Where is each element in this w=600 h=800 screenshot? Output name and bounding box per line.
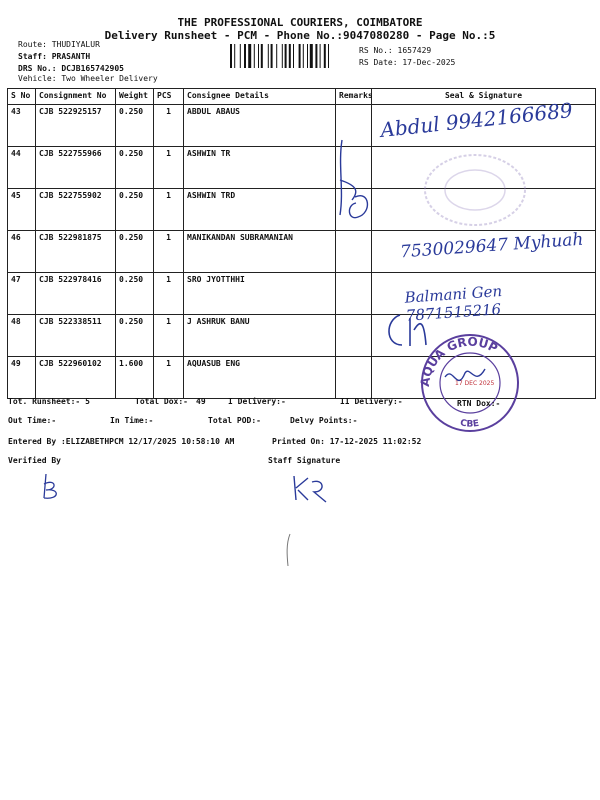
entered-by: Entered By :ELIZABETHPCM 12/17/2025 10:58:10 AM bbox=[8, 437, 235, 446]
cell-remarks bbox=[336, 357, 372, 399]
cell-sno: 48 bbox=[8, 315, 36, 357]
cell-consignment-no: CJB 522981875 bbox=[36, 231, 116, 273]
barcode-bar bbox=[240, 44, 241, 68]
cell-consignment-no: CJB 522755966 bbox=[36, 147, 116, 189]
svg-text:CBE bbox=[459, 418, 480, 429]
table-row bbox=[8, 147, 596, 189]
handwritten-signature-46: 7530029647 Myhuah bbox=[399, 229, 585, 263]
staff-signature-label: Staff Signature bbox=[268, 456, 341, 465]
col-header-signature: Seal & Signature bbox=[372, 89, 596, 105]
table-row bbox=[8, 273, 596, 315]
barcode-bar bbox=[261, 44, 263, 68]
cell-consignee: MANIKANDAN SUBRAMANIAN bbox=[184, 231, 336, 273]
cell-sno: 49 bbox=[8, 357, 36, 399]
cell-signature bbox=[372, 189, 596, 231]
rtn-dox-label: RTN Dox:- bbox=[457, 399, 501, 408]
cell-sno: 45 bbox=[8, 189, 36, 231]
route-label: Route: THUDIYALUR bbox=[18, 40, 100, 49]
total-runsheet: Tot. Runsheet:- 5 bbox=[8, 397, 90, 406]
barcode-bar bbox=[248, 44, 251, 68]
cell-consignee: AQUASUB ENG bbox=[184, 357, 336, 399]
cell-remarks bbox=[336, 147, 372, 189]
table-row bbox=[8, 357, 596, 399]
cell-weight: 0.250 bbox=[116, 147, 154, 189]
rs-date: RS Date: 17-Dec-2025 bbox=[359, 58, 456, 67]
cell-signature bbox=[372, 231, 596, 273]
barcode-bar bbox=[320, 44, 321, 68]
barcode-bar bbox=[254, 44, 255, 68]
barcode-bar bbox=[310, 44, 313, 68]
barcode-bar bbox=[324, 44, 326, 68]
col-header-consignment: Consignment No bbox=[36, 89, 116, 105]
cell-sno: 46 bbox=[8, 231, 36, 273]
col-header-remarks: Remarks bbox=[336, 89, 372, 105]
cell-consignment-no: CJB 522978416 bbox=[36, 273, 116, 315]
staff-label: Staff: PRASANTH bbox=[18, 52, 91, 61]
cell-weight: 1.600 bbox=[116, 357, 154, 399]
cell-remarks bbox=[336, 105, 372, 147]
out-time-label: Out Time:- bbox=[8, 416, 57, 425]
handwritten-signature-43: Abdul 9942166689 bbox=[379, 97, 574, 143]
cell-weight: 0.250 bbox=[116, 189, 154, 231]
barcode-bar bbox=[307, 44, 308, 68]
barcode-bar bbox=[276, 44, 277, 68]
cell-signature bbox=[372, 147, 596, 189]
cell-consignment-no: CJB 522755902 bbox=[36, 189, 116, 231]
table-row bbox=[8, 105, 596, 147]
cell-pcs: 1 bbox=[154, 231, 184, 273]
col-header-pcs: PCS bbox=[154, 89, 184, 105]
barcode-bar bbox=[285, 44, 287, 68]
cell-weight: 0.250 bbox=[116, 273, 154, 315]
barcode-bar bbox=[328, 44, 329, 68]
cell-remarks bbox=[336, 273, 372, 315]
col-header-sno: S No bbox=[8, 89, 36, 105]
barcode-bar bbox=[258, 44, 259, 68]
barcode-image bbox=[230, 44, 354, 68]
verifier-signature-scribble bbox=[38, 470, 68, 504]
stamp-date-text: 17 DEC 2025 bbox=[455, 380, 495, 387]
col-header-weight: Weight bbox=[116, 89, 154, 105]
cell-pcs: 1 bbox=[154, 147, 184, 189]
barcode-bar bbox=[282, 44, 283, 68]
stamp-top-text: AQUA GROUP bbox=[417, 334, 500, 388]
cell-weight: 0.250 bbox=[116, 231, 154, 273]
barcode-bar bbox=[230, 44, 232, 68]
cell-signature bbox=[372, 105, 596, 147]
cell-signature bbox=[372, 357, 596, 399]
ii-delivery-label: II Delivery:- bbox=[340, 397, 403, 406]
col-header-consignee: Consignee Details bbox=[184, 89, 336, 105]
cell-remarks bbox=[336, 189, 372, 231]
cell-pcs: 1 bbox=[154, 105, 184, 147]
cell-remarks bbox=[336, 315, 372, 357]
drs-number: DRS No.: DCJB165742905 bbox=[18, 64, 124, 73]
stray-pen-mark bbox=[282, 530, 296, 570]
cell-remarks bbox=[336, 231, 372, 273]
cell-weight: 0.250 bbox=[116, 315, 154, 357]
barcode-bar bbox=[289, 44, 291, 68]
cell-pcs: 1 bbox=[154, 189, 184, 231]
stamp-bottom-text: CBE bbox=[459, 418, 480, 430]
table-row bbox=[8, 315, 596, 357]
total-dox-label: Total Dox:- bbox=[135, 397, 188, 406]
cell-consignment-no: CJB 522338511 bbox=[36, 315, 116, 357]
total-dox-value: 49 bbox=[196, 397, 206, 406]
cell-signature bbox=[372, 273, 596, 315]
barcode-bar bbox=[315, 44, 317, 68]
handwritten-signature-47: Balmani Gen 7871515216 bbox=[403, 282, 503, 325]
cell-sno: 43 bbox=[8, 105, 36, 147]
barcode-bar bbox=[293, 44, 294, 68]
cell-consignee: J ASHRUK BANU bbox=[184, 315, 336, 357]
cell-consignee: ASHWIN TRD bbox=[184, 189, 336, 231]
cell-consignment-no: CJB 522960102 bbox=[36, 357, 116, 399]
table-row bbox=[8, 189, 596, 231]
company-title: THE PROFESSIONAL COURIERS, COIMBATORE bbox=[177, 16, 423, 29]
table-row bbox=[8, 231, 596, 273]
cell-pcs: 1 bbox=[154, 315, 184, 357]
printed-on: Printed On: 17-12-2025 11:02:52 bbox=[272, 437, 422, 446]
cell-consignee: ASHWIN TR bbox=[184, 147, 336, 189]
cell-consignee: SRO JYOTTHHI bbox=[184, 273, 336, 315]
cell-consignment-no: CJB 522925157 bbox=[36, 105, 116, 147]
staff-signature-scribble bbox=[288, 470, 333, 506]
runsheet-subtitle: Delivery Runsheet - PCM - Phone No.:9047080280 - Page No.:5 bbox=[104, 29, 496, 42]
cell-weight: 0.250 bbox=[116, 105, 154, 147]
consignment-table bbox=[7, 88, 596, 399]
cell-signature bbox=[372, 315, 596, 357]
table-header-row bbox=[8, 89, 596, 105]
cell-pcs: 1 bbox=[154, 273, 184, 315]
barcode-bar bbox=[271, 44, 273, 68]
barcode-bar bbox=[299, 44, 301, 68]
barcode-bar bbox=[268, 44, 269, 68]
barcode-bar bbox=[244, 44, 246, 68]
cell-consignee: ABDUL ABAUS bbox=[184, 105, 336, 147]
vehicle-label: Vehicle: Two Wheeler Delivery bbox=[18, 74, 158, 83]
barcode-bar bbox=[234, 44, 235, 68]
i-delivery-label: I Delivery:- bbox=[228, 397, 286, 406]
cell-sno: 44 bbox=[8, 147, 36, 189]
barcode-bar bbox=[303, 44, 304, 68]
delvy-points-label: Delvy Points:- bbox=[290, 416, 358, 425]
in-time-label: In Time:- bbox=[110, 416, 154, 425]
total-pod-label: Total POD:- bbox=[208, 416, 261, 425]
cell-sno: 47 bbox=[8, 273, 36, 315]
verified-by-label: Verified By bbox=[8, 456, 61, 465]
rs-number: RS No.: 1657429 bbox=[359, 46, 432, 55]
cell-pcs: 1 bbox=[154, 357, 184, 399]
